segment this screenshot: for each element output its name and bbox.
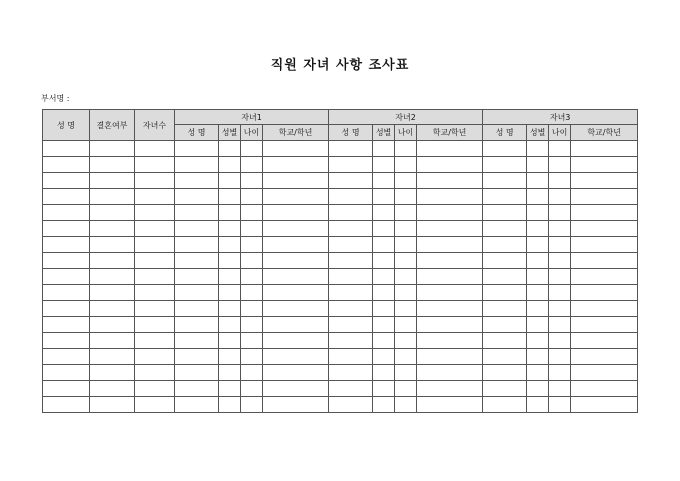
- table-cell[interactable]: [90, 365, 135, 381]
- table-cell[interactable]: [571, 285, 638, 301]
- table-cell[interactable]: [527, 157, 549, 173]
- table-cell[interactable]: [329, 381, 373, 397]
- table-cell[interactable]: [549, 141, 571, 157]
- table-cell[interactable]: [527, 237, 549, 253]
- table-cell[interactable]: [483, 253, 527, 269]
- table-cell[interactable]: [483, 237, 527, 253]
- table-cell[interactable]: [395, 269, 417, 285]
- table-cell[interactable]: [329, 285, 373, 301]
- table-cell[interactable]: [417, 317, 483, 333]
- table-cell[interactable]: [373, 397, 395, 413]
- table-row: [43, 381, 638, 397]
- table-cell[interactable]: [571, 221, 638, 237]
- table-cell[interactable]: [263, 189, 329, 205]
- table-cell[interactable]: [43, 141, 90, 157]
- table-cell[interactable]: [417, 365, 483, 381]
- table-cell[interactable]: [483, 381, 527, 397]
- table-cell[interactable]: [571, 237, 638, 253]
- table-cell[interactable]: [241, 205, 263, 221]
- table-cell[interactable]: [241, 221, 263, 237]
- table-cell[interactable]: [549, 237, 571, 253]
- table-row: [43, 253, 638, 269]
- table-cell[interactable]: [135, 397, 175, 413]
- table-cell[interactable]: [571, 141, 638, 157]
- table-cell[interactable]: [43, 285, 90, 301]
- table-cell[interactable]: [549, 157, 571, 173]
- table-cell[interactable]: [395, 205, 417, 221]
- table-cell[interactable]: [373, 221, 395, 237]
- table-cell[interactable]: [90, 381, 135, 397]
- table-cell[interactable]: [549, 269, 571, 285]
- subheader-name: 성 명: [329, 125, 373, 141]
- table-cell[interactable]: [135, 317, 175, 333]
- table-cell[interactable]: [135, 157, 175, 173]
- table-cell[interactable]: [175, 301, 219, 317]
- table-cell[interactable]: [373, 269, 395, 285]
- table-cell[interactable]: [527, 189, 549, 205]
- table-cell[interactable]: [483, 269, 527, 285]
- table-cell[interactable]: [263, 365, 329, 381]
- table-cell[interactable]: [395, 397, 417, 413]
- table-cell[interactable]: [395, 141, 417, 157]
- table-cell[interactable]: [90, 285, 135, 301]
- table-cell[interactable]: [571, 301, 638, 317]
- table-row: [43, 269, 638, 285]
- table-cell[interactable]: [135, 221, 175, 237]
- table-cell[interactable]: [417, 333, 483, 349]
- table-cell[interactable]: [549, 173, 571, 189]
- table-cell[interactable]: [135, 269, 175, 285]
- table-cell[interactable]: [483, 397, 527, 413]
- table-row: [43, 349, 638, 365]
- table-cell[interactable]: [417, 173, 483, 189]
- subheader-school: 학교/학년: [263, 125, 329, 141]
- table-cell[interactable]: [219, 205, 241, 221]
- table-cell[interactable]: [571, 253, 638, 269]
- table-cell[interactable]: [483, 141, 527, 157]
- table-cell[interactable]: [373, 253, 395, 269]
- table-cell[interactable]: [219, 189, 241, 205]
- table-cell[interactable]: [571, 333, 638, 349]
- table-cell[interactable]: [329, 157, 373, 173]
- table-cell[interactable]: [219, 157, 241, 173]
- table-cell[interactable]: [175, 397, 219, 413]
- table-cell[interactable]: [483, 157, 527, 173]
- subheader-gender: 성별: [219, 125, 241, 141]
- table-cell[interactable]: [263, 157, 329, 173]
- table-cell[interactable]: [373, 205, 395, 221]
- table-cell[interactable]: [395, 253, 417, 269]
- table-cell[interactable]: [483, 173, 527, 189]
- table-cell[interactable]: [417, 157, 483, 173]
- table-cell[interactable]: [43, 349, 90, 365]
- table-cell[interactable]: [219, 317, 241, 333]
- table-cell[interactable]: [263, 253, 329, 269]
- subheader-name: 성 명: [483, 125, 527, 141]
- subheader-age: 나이: [395, 125, 417, 141]
- table-cell[interactable]: [263, 349, 329, 365]
- subheader-age: 나이: [549, 125, 571, 141]
- table-row: [43, 237, 638, 253]
- table-cell[interactable]: [175, 221, 219, 237]
- table-cell[interactable]: [527, 205, 549, 221]
- table-cell[interactable]: [241, 285, 263, 301]
- table-cell[interactable]: [43, 237, 90, 253]
- table-body: [43, 141, 638, 413]
- table-cell[interactable]: [43, 221, 90, 237]
- table-cell[interactable]: [373, 141, 395, 157]
- table-row: [43, 205, 638, 221]
- header-child-1: 자녀1: [175, 110, 329, 125]
- table-cell[interactable]: [241, 157, 263, 173]
- table-row: [43, 317, 638, 333]
- table-cell[interactable]: [90, 349, 135, 365]
- table-cell[interactable]: [571, 317, 638, 333]
- table-cell[interactable]: [263, 205, 329, 221]
- subheader-age: 나이: [241, 125, 263, 141]
- table-cell[interactable]: [43, 333, 90, 349]
- table-cell[interactable]: [219, 141, 241, 157]
- child-survey-table: [42, 109, 638, 413]
- table-cell[interactable]: [571, 365, 638, 381]
- table-cell[interactable]: [135, 333, 175, 349]
- table-cell[interactable]: [417, 221, 483, 237]
- table-cell[interactable]: [395, 285, 417, 301]
- table-cell[interactable]: [175, 189, 219, 205]
- table-cell[interactable]: [571, 269, 638, 285]
- table-cell[interactable]: [263, 269, 329, 285]
- table-cell[interactable]: [90, 333, 135, 349]
- table-cell[interactable]: [395, 301, 417, 317]
- table-cell[interactable]: [373, 333, 395, 349]
- table-cell[interactable]: [43, 157, 90, 173]
- table-cell[interactable]: [175, 317, 219, 333]
- table-cell[interactable]: [527, 141, 549, 157]
- table-cell[interactable]: [241, 301, 263, 317]
- table-cell[interactable]: [373, 381, 395, 397]
- table-cell[interactable]: [241, 173, 263, 189]
- table-cell[interactable]: [527, 253, 549, 269]
- table-cell[interactable]: [43, 253, 90, 269]
- table-cell[interactable]: [241, 253, 263, 269]
- table-cell[interactable]: [527, 269, 549, 285]
- table-cell[interactable]: [43, 301, 90, 317]
- table-cell[interactable]: [549, 333, 571, 349]
- table-cell[interactable]: [549, 301, 571, 317]
- table-cell[interactable]: [549, 381, 571, 397]
- table-cell[interactable]: [395, 173, 417, 189]
- table-cell[interactable]: [549, 365, 571, 381]
- header-married: 결혼여부: [90, 110, 135, 141]
- table-cell[interactable]: [175, 269, 219, 285]
- table-cell[interactable]: [417, 205, 483, 221]
- table-cell[interactable]: [90, 157, 135, 173]
- table-cell[interactable]: [483, 301, 527, 317]
- table-cell[interactable]: [241, 397, 263, 413]
- table-cell[interactable]: [417, 237, 483, 253]
- table-cell[interactable]: [329, 349, 373, 365]
- table-cell[interactable]: [527, 173, 549, 189]
- table-cell[interactable]: [43, 173, 90, 189]
- table-cell[interactable]: [241, 269, 263, 285]
- table-cell[interactable]: [329, 365, 373, 381]
- table-row: [43, 173, 638, 189]
- table-cell[interactable]: [549, 349, 571, 365]
- table-cell[interactable]: [527, 285, 549, 301]
- table-cell[interactable]: [219, 381, 241, 397]
- table-cell[interactable]: [219, 237, 241, 253]
- table-row: [43, 301, 638, 317]
- table-cell[interactable]: [175, 157, 219, 173]
- table-row: [43, 333, 638, 349]
- table-cell[interactable]: [175, 349, 219, 365]
- table-row: [43, 189, 638, 205]
- table-cell[interactable]: [373, 301, 395, 317]
- table-cell[interactable]: [175, 141, 219, 157]
- department-label: 부서명 :: [41, 94, 70, 103]
- table-cell[interactable]: [263, 317, 329, 333]
- table-cell[interactable]: [90, 237, 135, 253]
- table-cell[interactable]: [90, 397, 135, 413]
- table-cell[interactable]: [43, 269, 90, 285]
- table-cell[interactable]: [175, 333, 219, 349]
- table-cell[interactable]: [549, 317, 571, 333]
- table-cell[interactable]: [571, 157, 638, 173]
- table-cell[interactable]: [417, 253, 483, 269]
- table-header: [43, 110, 638, 141]
- table-cell[interactable]: [417, 141, 483, 157]
- table-cell[interactable]: [263, 397, 329, 413]
- table-cell[interactable]: [241, 141, 263, 157]
- header-child-count: 자녀수: [135, 110, 175, 141]
- table-cell[interactable]: [90, 301, 135, 317]
- table-cell[interactable]: [549, 285, 571, 301]
- table-cell[interactable]: [417, 349, 483, 365]
- table-cell[interactable]: [395, 333, 417, 349]
- table-cell[interactable]: [90, 205, 135, 221]
- table-cell[interactable]: [483, 349, 527, 365]
- table-cell[interactable]: [329, 173, 373, 189]
- table-cell[interactable]: [219, 269, 241, 285]
- table-cell[interactable]: [175, 381, 219, 397]
- table-cell[interactable]: [571, 173, 638, 189]
- table-cell[interactable]: [329, 205, 373, 221]
- table-cell[interactable]: [241, 237, 263, 253]
- table-cell[interactable]: [483, 317, 527, 333]
- table-cell[interactable]: [483, 333, 527, 349]
- table-cell[interactable]: [90, 221, 135, 237]
- table-cell[interactable]: [329, 253, 373, 269]
- table-cell[interactable]: [263, 381, 329, 397]
- table-cell[interactable]: [175, 173, 219, 189]
- subheader-name: 성 명: [175, 125, 219, 141]
- table-cell[interactable]: [549, 397, 571, 413]
- table-cell[interactable]: [43, 397, 90, 413]
- table-cell[interactable]: [219, 301, 241, 317]
- table-row: [43, 365, 638, 381]
- header-child-3: 자녀3: [483, 110, 638, 125]
- table-cell[interactable]: [263, 285, 329, 301]
- table-cell[interactable]: [219, 221, 241, 237]
- table-cell[interactable]: [135, 205, 175, 221]
- table-cell[interactable]: [571, 349, 638, 365]
- table-cell[interactable]: [549, 189, 571, 205]
- table-cell[interactable]: [329, 317, 373, 333]
- table-cell[interactable]: [241, 189, 263, 205]
- page-title: 직원 자녀 사항 조사표: [270, 58, 410, 73]
- table-cell[interactable]: [329, 333, 373, 349]
- table-cell[interactable]: [135, 237, 175, 253]
- subheader-gender: 성별: [527, 125, 549, 141]
- table-cell[interactable]: [263, 333, 329, 349]
- table-cell[interactable]: [219, 173, 241, 189]
- table-cell[interactable]: [527, 349, 549, 365]
- table-cell[interactable]: [329, 237, 373, 253]
- table-cell[interactable]: [417, 189, 483, 205]
- table-cell[interactable]: [395, 221, 417, 237]
- table-row: [43, 141, 638, 157]
- table-cell[interactable]: [571, 381, 638, 397]
- table-row: [43, 157, 638, 173]
- table-cell[interactable]: [241, 333, 263, 349]
- table-cell[interactable]: [395, 237, 417, 253]
- table-cell[interactable]: [175, 253, 219, 269]
- table-cell[interactable]: [90, 173, 135, 189]
- table-cell[interactable]: [135, 253, 175, 269]
- table-cell[interactable]: [175, 237, 219, 253]
- table-cell[interactable]: [135, 349, 175, 365]
- table-cell[interactable]: [483, 285, 527, 301]
- table-cell[interactable]: [241, 381, 263, 397]
- table-cell[interactable]: [90, 141, 135, 157]
- table-cell[interactable]: [373, 189, 395, 205]
- table-cell[interactable]: [571, 205, 638, 221]
- table-cell[interactable]: [219, 397, 241, 413]
- table-cell[interactable]: [395, 157, 417, 173]
- subheader-gender: 성별: [373, 125, 395, 141]
- table-cell[interactable]: [90, 189, 135, 205]
- table-cell[interactable]: [549, 221, 571, 237]
- table-cell[interactable]: [135, 381, 175, 397]
- table-cell[interactable]: [395, 381, 417, 397]
- table-cell[interactable]: [43, 189, 90, 205]
- table-cell[interactable]: [417, 397, 483, 413]
- table-cell[interactable]: [483, 221, 527, 237]
- table-cell[interactable]: [329, 189, 373, 205]
- table-cell[interactable]: [263, 301, 329, 317]
- table-cell[interactable]: [263, 237, 329, 253]
- table-cell[interactable]: [329, 269, 373, 285]
- table-cell[interactable]: [43, 205, 90, 221]
- table-cell[interactable]: [527, 397, 549, 413]
- table-cell[interactable]: [135, 173, 175, 189]
- table-cell[interactable]: [527, 333, 549, 349]
- table-cell[interactable]: [483, 205, 527, 221]
- table-cell[interactable]: [135, 141, 175, 157]
- table-cell[interactable]: [241, 349, 263, 365]
- table-cell[interactable]: [417, 381, 483, 397]
- table-cell[interactable]: [43, 317, 90, 333]
- table-cell[interactable]: [135, 285, 175, 301]
- table-cell[interactable]: [135, 365, 175, 381]
- table-cell[interactable]: [395, 349, 417, 365]
- table-cell[interactable]: [373, 365, 395, 381]
- table-cell[interactable]: [329, 141, 373, 157]
- table-row: [43, 285, 638, 301]
- table-row: [43, 221, 638, 237]
- table-cell[interactable]: [549, 205, 571, 221]
- table-cell[interactable]: [219, 365, 241, 381]
- subheader-school: 학교/학년: [417, 125, 483, 141]
- table-cell[interactable]: [527, 221, 549, 237]
- table-cell[interactable]: [219, 349, 241, 365]
- table-cell[interactable]: [175, 285, 219, 301]
- header-child-2: 자녀2: [329, 110, 483, 125]
- table-cell[interactable]: [395, 365, 417, 381]
- table-cell[interactable]: [263, 221, 329, 237]
- table-cell[interactable]: [43, 365, 90, 381]
- table-cell[interactable]: [483, 189, 527, 205]
- table-cell[interactable]: [329, 397, 373, 413]
- table-cell[interactable]: [395, 189, 417, 205]
- table-cell[interactable]: [329, 301, 373, 317]
- table-cell[interactable]: [90, 317, 135, 333]
- table-cell[interactable]: [527, 301, 549, 317]
- table-cell[interactable]: [417, 269, 483, 285]
- table-cell[interactable]: [175, 205, 219, 221]
- table-cell[interactable]: [527, 381, 549, 397]
- table-cell[interactable]: [135, 301, 175, 317]
- table-cell[interactable]: [527, 365, 549, 381]
- table-cell[interactable]: [373, 157, 395, 173]
- table-cell[interactable]: [175, 365, 219, 381]
- table-cell[interactable]: [90, 269, 135, 285]
- table-cell[interactable]: [241, 317, 263, 333]
- header-name: 성 명: [43, 110, 90, 141]
- table-cell[interactable]: [549, 253, 571, 269]
- table-row: [43, 397, 638, 413]
- table-cell[interactable]: [219, 285, 241, 301]
- table-cell[interactable]: [571, 397, 638, 413]
- table-cell[interactable]: [263, 173, 329, 189]
- table-cell[interactable]: [219, 253, 241, 269]
- table-cell[interactable]: [43, 381, 90, 397]
- table-cell[interactable]: [373, 317, 395, 333]
- table-cell[interactable]: [417, 301, 483, 317]
- table-cell[interactable]: [373, 285, 395, 301]
- table-cell[interactable]: [373, 237, 395, 253]
- table-cell[interactable]: [219, 333, 241, 349]
- table-cell[interactable]: [417, 285, 483, 301]
- table-cell[interactable]: [373, 173, 395, 189]
- table-cell[interactable]: [135, 189, 175, 205]
- table-cell[interactable]: [527, 317, 549, 333]
- table-cell[interactable]: [329, 221, 373, 237]
- table-cell[interactable]: [263, 141, 329, 157]
- table-cell[interactable]: [373, 349, 395, 365]
- table-cell[interactable]: [395, 317, 417, 333]
- table-cell[interactable]: [483, 365, 527, 381]
- table-cell[interactable]: [571, 189, 638, 205]
- table-cell[interactable]: [90, 253, 135, 269]
- subheader-school: 학교/학년: [571, 125, 638, 141]
- table-cell[interactable]: [241, 365, 263, 381]
